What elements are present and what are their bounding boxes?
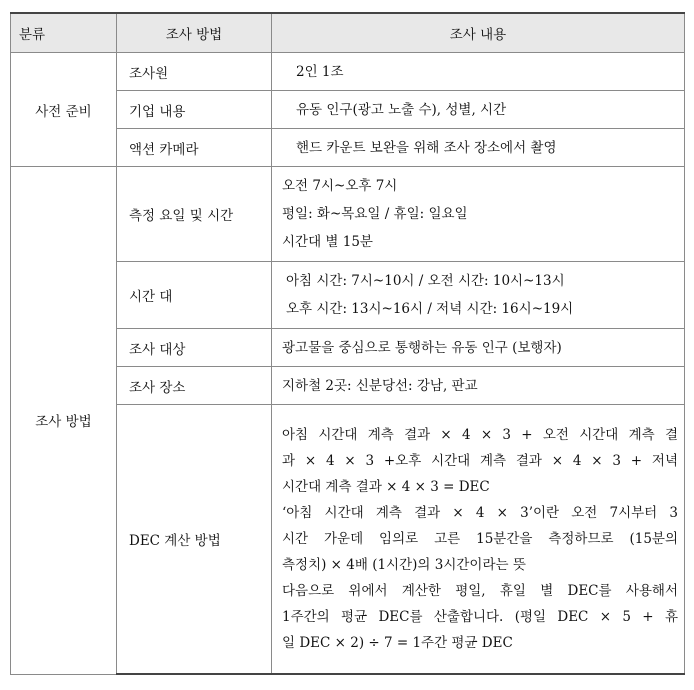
- category-cell: 조사 방법: [11, 167, 117, 675]
- content-line: 광고물을 중심으로 통행하는 유동 인구 (보행자): [282, 339, 562, 356]
- content-line: 다음으로 위에서 계산한 평일, 휴일 별 DEC를 사용해서: [282, 583, 678, 599]
- content-line: 평일: 화~목요일 / 휴일: 일요일: [282, 206, 468, 222]
- content-cell: [272, 91, 685, 129]
- content-cell: [272, 329, 685, 367]
- content-line: 시간대 계측 결과 × 4 × 3 = DEC: [282, 479, 490, 495]
- method-cell: 조사 대상: [117, 329, 272, 367]
- content-line: 오전 7시~오후 7시: [282, 178, 398, 194]
- content-line: 지하철 2곳: 신분당선: 강남, 판교: [282, 377, 478, 394]
- content-line: 1주간의 평균 DEC를 산출합니다. (평일 DEC × 5 + 휴: [282, 609, 678, 625]
- method-cell: 시간 대: [117, 262, 272, 329]
- table-row: [11, 167, 685, 262]
- content-line: 오후 시간: 13시~16시 / 저녁 시간: 16시~19시: [286, 301, 574, 317]
- survey-table: [10, 12, 685, 675]
- content-line: 일 DEC × 2) ÷ 7 = 1주간 평균 DEC: [282, 635, 513, 651]
- content-line: 과 × 4 × 3 +오후 시간대 계측 결과 × 4 × 3 + 저녁: [282, 453, 678, 469]
- header-category: 분류: [11, 13, 117, 53]
- category-cell: 사전 준비: [11, 53, 117, 167]
- content-line: 측정치) × 4배 (1시간)의 3시간이라는 뜻: [282, 557, 526, 573]
- content-line: 시간대 별 15분: [282, 234, 373, 250]
- content-line: 2인 1조: [296, 63, 344, 80]
- content-cell: [272, 262, 685, 329]
- method-cell: DEC 계산 방법: [117, 405, 272, 675]
- content-line: 아침 시간: 7시~10시 / 오전 시간: 10시~13시: [286, 273, 565, 289]
- content-cell: [272, 405, 685, 675]
- table-row: [11, 53, 685, 91]
- content-cell: [272, 367, 685, 405]
- content-line: 아침 시간대 계측 결과 × 4 × 3 + 오전 시간대 계측 결: [282, 427, 678, 443]
- content-cell: [272, 167, 685, 262]
- content-cell: [272, 53, 685, 91]
- header-method: 조사 방법: [117, 13, 272, 53]
- method-cell: 기업 내용: [117, 91, 272, 129]
- content-line: 유동 인구(광고 노출 수), 성별, 시간: [296, 101, 507, 118]
- content-cell: [272, 129, 685, 167]
- method-cell: 측정 요일 및 시간: [117, 167, 272, 262]
- method-cell: 조사 장소: [117, 367, 272, 405]
- content-line: 시간 가운데 임의로 고른 15분간을 측정하므로 (15분의: [282, 531, 678, 547]
- content-line: 핸드 카운트 보완을 위해 조사 장소에서 촬영: [296, 139, 557, 156]
- header-content: 조사 내용: [272, 13, 685, 53]
- header-row: [11, 13, 685, 53]
- content-line: ‘아침 시간대 계측 결과 × 4 × 3’이란 오전 7시부터 3: [282, 505, 678, 521]
- method-cell: 조사원: [117, 53, 272, 91]
- method-cell: 액션 카메라: [117, 129, 272, 167]
